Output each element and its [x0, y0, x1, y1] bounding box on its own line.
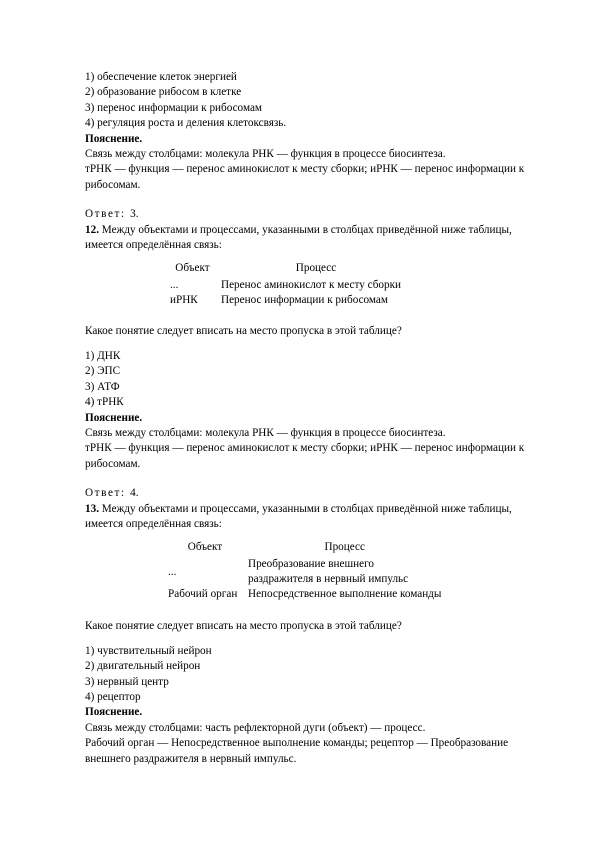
option-item: 4) тРНК: [85, 396, 124, 409]
question-prompt: Между объектами и процессами, указанными в столбцах приведённой ниже таблицы, имеется определённая связь:: [85, 223, 512, 252]
question-13-table: [165, 540, 444, 602]
table-cell-object: иРНК: [170, 294, 198, 307]
answer-line: [85, 486, 555, 501]
table-cell-process: Перенос аминокислот к месту сборки: [221, 279, 402, 292]
question-prompt: Между объектами и процессами, указанными в столбцах приведённой ниже таблицы, имеется определённая связь:: [85, 502, 512, 530]
question-12-table: [167, 261, 414, 308]
option-item: 2) образование рибосом в клетке: [85, 86, 242, 99]
explanation-text: тРНК — функция — перенос аминокислот к месту сборки; иРНК — перенос информации к рибосомам.: [85, 163, 525, 191]
option-item: 1) ДНК: [85, 349, 121, 362]
table-cell-process: Перенос информации к рибосомам: [221, 294, 388, 307]
table-header-object: Объект: [175, 262, 210, 275]
question-number: 12.: [85, 223, 99, 236]
explanation-heading: Пояснение.: [85, 132, 143, 145]
option-item: 4) рецептор: [85, 690, 141, 703]
table-row: [167, 278, 414, 293]
question-13-text: [85, 502, 550, 533]
table-header-row: [167, 261, 414, 278]
table-cell-object: ...: [168, 565, 177, 578]
table-header-row: [165, 540, 444, 557]
option-item: 2) ЭПС: [85, 365, 121, 378]
option-item: 4) регуляция роста и деления клетоксвязь.: [85, 117, 287, 130]
question-12-prompt: Какое понятие следует вписать на место пропуска в этой таблице?: [85, 325, 402, 338]
answer-value: 3.: [130, 208, 139, 221]
explanation-text: тРНК — функция — перенос аминокислот к месту сборки; иРНК — перенос информации к рибосомам.: [85, 442, 525, 470]
explanation-heading: Пояснение.: [85, 706, 143, 719]
explanation-text: Связь между столбцами: молекула РНК — функция в процессе биосинтеза.: [85, 148, 446, 161]
question-13-prompt: Какое понятие следует вписать на место пропуска в этой таблице?: [85, 620, 402, 633]
explanation-text: Связь между столбцами: молекула РНК — функция в процессе биосинтеза.: [85, 426, 446, 439]
table-cell-process: Преобразование внешнего раздражителя в нервный импульс: [248, 558, 409, 586]
answer-label: Ответ:: [85, 208, 131, 221]
table-header-process: Процесс: [324, 541, 365, 554]
table-cell-object: Рабочий орган: [168, 588, 238, 601]
option-item: 3) нервный центр: [85, 675, 169, 688]
explanation-heading: Пояснение.: [85, 411, 143, 424]
table-header-process: Процесс: [295, 262, 337, 275]
table-cell-object: ...: [170, 279, 179, 292]
table-row: [165, 557, 444, 587]
option-item: 3) перенос информации к рибосомам: [85, 101, 262, 114]
option-item: 1) чувствительный нейрон: [85, 644, 212, 657]
explanation-text: Связь между столбцами: часть рефлекторной дуги (объект) — процесс.: [85, 721, 426, 734]
option-item: 3) АТФ: [85, 380, 120, 393]
explanation-text: Рабочий орган — Непосредственное выполнение команды; рецептор — Преобразование внешнего раздражителя в нервный импульс.: [85, 737, 509, 765]
answer-line: [85, 207, 555, 222]
answer-value: 4.: [130, 487, 139, 500]
document-content: [85, 70, 555, 767]
table-row: [167, 293, 414, 308]
question-number: 13.: [85, 502, 99, 515]
table-header-object: Объект: [187, 541, 223, 554]
question-12-text: [85, 223, 550, 254]
table-cell-process: Непосредственное выполнение команды: [248, 588, 442, 601]
table-row: [165, 587, 444, 602]
option-item: 1) обеспечение клеток энергией: [85, 71, 237, 83]
answer-label: Ответ:: [85, 487, 131, 500]
option-item: 2) двигательный нейрон: [85, 660, 201, 673]
